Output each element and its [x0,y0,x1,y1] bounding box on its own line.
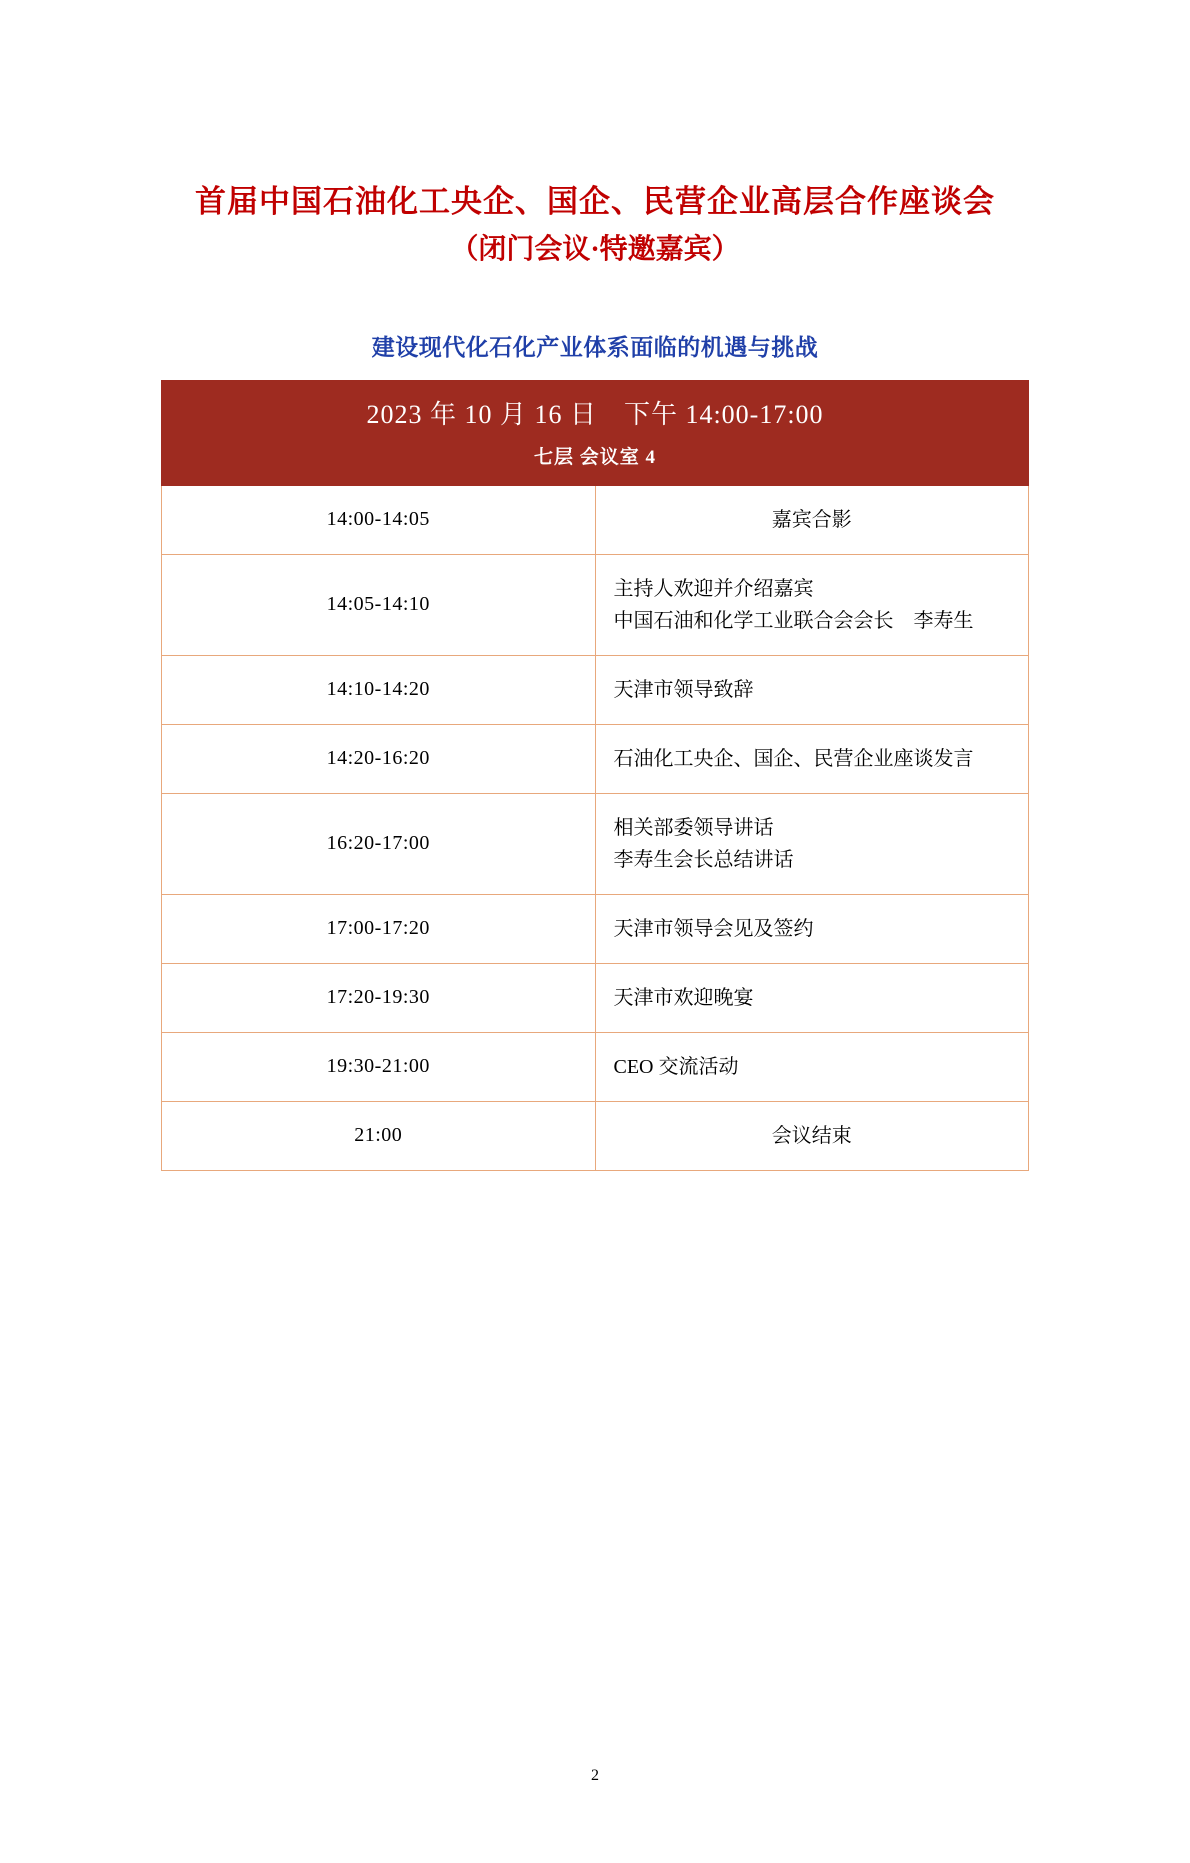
agenda-table-body [162,380,1029,1170]
agenda-time: 14:20-16:20 [162,724,596,793]
table-row [162,655,1029,724]
agenda-header-datetime: 2023 年 10 月 16 日 下午 14:00-17:00 [366,399,824,429]
agenda-item [595,894,1029,963]
table-row [162,485,1029,554]
table-row [162,894,1029,963]
agenda-item [595,485,1029,554]
title-block [0,180,1190,271]
agenda-item-line: 主持人欢迎并介绍嘉宾 [613,577,814,600]
table-row [162,1032,1029,1101]
agenda-time: 14:05-14:10 [162,554,596,655]
meeting-theme: 建设现代化石化产业体系面临的机遇与挑战 [371,334,819,360]
table-row [162,793,1029,894]
agenda-item-line: 李寿生会长总结讲话 [613,848,794,871]
document-title-line-2: （闭门会议·特邀嘉宾） [450,233,740,265]
agenda-item-line: 天津市领导致辞 [613,678,754,701]
document-page [0,180,1190,1863]
page-number: 2 [591,1767,599,1784]
document-title-line-1: 首届中国石油化工央企、国企、民营企业高层合作座谈会 [195,184,995,219]
agenda-header-cell [162,380,1029,485]
agenda-header-row [162,380,1029,485]
agenda-time: 21:00 [162,1101,596,1170]
agenda-time: 17:00-17:20 [162,894,596,963]
agenda-item [595,963,1029,1032]
table-row [162,1101,1029,1170]
table-row [162,963,1029,1032]
agenda-item [595,554,1029,655]
agenda-item [595,1101,1029,1170]
agenda-item [595,655,1029,724]
agenda-item-line: 天津市领导会见及签约 [613,917,814,940]
agenda-item-line: 天津市欢迎晚宴 [613,986,754,1009]
table-row [162,554,1029,655]
table-row [162,724,1029,793]
agenda-header-location: 七层 会议室 4 [533,446,656,468]
agenda-item [595,793,1029,894]
agenda-time: 14:00-14:05 [162,485,596,554]
agenda-item-line: 会议结束 [771,1124,852,1147]
agenda-item-line: 嘉宾合影 [771,508,852,531]
agenda-time: 14:10-14:20 [162,655,596,724]
agenda-item-line: 相关部委领导讲话 [613,816,774,839]
agenda-item [595,724,1029,793]
agenda-item-line: 石油化工央企、国企、民营企业座谈发言 [613,747,974,770]
agenda-item [595,1032,1029,1101]
agenda-table [161,380,1029,1171]
agenda-time: 17:20-19:30 [162,963,596,1032]
agenda-item-line: 中国石油和化学工业联合会会长 李寿生 [613,609,974,632]
agenda-time: 19:30-21:00 [162,1032,596,1101]
agenda-item-line: CEO 交流活动 [613,1055,739,1078]
agenda-time: 16:20-17:00 [162,793,596,894]
agenda-table-wrapper [161,380,1029,1171]
